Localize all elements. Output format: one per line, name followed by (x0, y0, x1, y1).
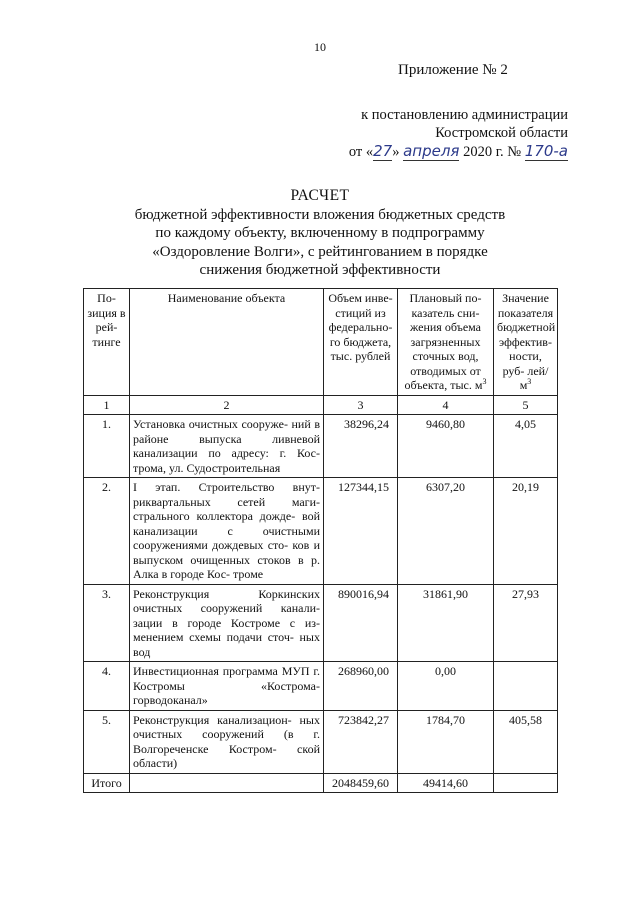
row-investment: 268960,00 (324, 662, 398, 711)
table-row (84, 415, 558, 478)
appendix-title: Приложение № 2 (398, 62, 508, 78)
header-planned (398, 289, 494, 396)
row-efficiency (494, 662, 558, 711)
date-year: 2020 г. № (463, 144, 522, 160)
row-efficiency: 405,58 (494, 710, 558, 773)
heading-line-3: «Оздоровление Волги», с рейтингованием в порядке (152, 243, 488, 260)
column-number-row (84, 395, 558, 415)
header-position: По- зиция в рей- тинге (84, 289, 130, 396)
column-number: 2 (130, 395, 324, 415)
header-investment: Объем инве- стиций из федерально- го бюджета, тыс. рублей (324, 289, 398, 396)
decree-date-line (338, 142, 568, 161)
row-efficiency: 20,19 (494, 478, 558, 585)
handwritten-day: 27 (373, 142, 393, 160)
row-planned: 6307,20 (398, 478, 494, 585)
decree-line-1: к постановлению администрации (361, 107, 568, 123)
total-empty-efficiency (494, 773, 558, 793)
total-planned: 49414,60 (398, 773, 494, 793)
table-row (84, 584, 558, 662)
row-object-name: Реконструкция Коркинских очистных сооружений канали- зации в городе Костроме с из- менением схемы подачи сточ- ных вод (130, 584, 324, 662)
row-object-name: I этап. Строительство внут- риквартальных сетей маги- стрального коллектора дожде- вой канализации с очистными сооружениями дождевых сто- ков и выпуском очищенных стоков в р. Алка в городе Кос- троме (130, 478, 324, 585)
table-total-row (84, 773, 558, 793)
row-object-name: Реконструкция канализацион- ных очистных сооружений (в г. Волгореченске Костром- ской области) (130, 710, 324, 773)
header-planned-text: Плановый по- казатель сни- жения объема загрязненных сточных вод, отводимых от объекта, тыс. м (404, 291, 483, 392)
column-number: 4 (398, 395, 494, 415)
row-position: 4. (84, 662, 130, 711)
row-investment: 127344,15 (324, 478, 398, 585)
header-planned-sup: 3 (482, 377, 487, 386)
handwritten-month: апреля (403, 142, 460, 160)
heading-line-4: снижения бюджетной эффективности (199, 262, 441, 278)
column-number: 3 (324, 395, 398, 415)
table-row (84, 662, 558, 711)
table-header-row (84, 289, 558, 396)
total-empty-name (130, 773, 324, 793)
row-object-name: Установка очистных сооруже- ний в районе выпуска ливневой канализации по адресу: г. Кос- трома, ул. Судостроительная (130, 415, 324, 478)
efficiency-table (83, 288, 558, 793)
row-position: 1. (84, 415, 130, 478)
header-efficiency-text: Значение показателя бюджетной эффектив- ности, руб- лей/м (497, 291, 556, 392)
row-investment: 890016,94 (324, 584, 398, 662)
row-position: 2. (84, 478, 130, 585)
heading-line-2: по каждому объекту, включенному в подпрограмму (155, 225, 485, 241)
total-label: Итого (84, 773, 130, 793)
row-position: 3. (84, 584, 130, 662)
handwritten-number: 170-а (524, 142, 568, 160)
date-mid: » (392, 144, 400, 160)
row-planned: 31861,90 (398, 584, 494, 662)
row-planned: 0,00 (398, 662, 494, 711)
row-planned: 1784,70 (398, 710, 494, 773)
row-object-name: Инвестиционная программа МУП г. Костромы «Кострома- горводоканал» (130, 662, 324, 711)
heading-title: РАСЧЕТ (290, 187, 350, 204)
decree-reference (338, 106, 568, 161)
column-number: 1 (84, 395, 130, 415)
page-number: 10 (314, 40, 326, 54)
document-heading (0, 187, 640, 280)
total-investment: 2048459,60 (324, 773, 398, 793)
row-investment: 723842,27 (324, 710, 398, 773)
table-row (84, 478, 558, 585)
row-investment: 38296,24 (324, 415, 398, 478)
row-planned: 9460,80 (398, 415, 494, 478)
header-name: Наименование объекта (130, 289, 324, 396)
decree-line-2: Костромской области (435, 125, 568, 141)
table-row (84, 710, 558, 773)
column-number: 5 (494, 395, 558, 415)
heading-line-1: бюджетной эффективности вложения бюджетных средств (134, 206, 506, 223)
row-position: 5. (84, 710, 130, 773)
date-prefix: от « (348, 144, 374, 160)
header-efficiency (494, 289, 558, 396)
row-efficiency: 27,93 (494, 584, 558, 662)
row-efficiency: 4,05 (494, 415, 558, 478)
header-efficiency-sup: 3 (527, 377, 532, 386)
